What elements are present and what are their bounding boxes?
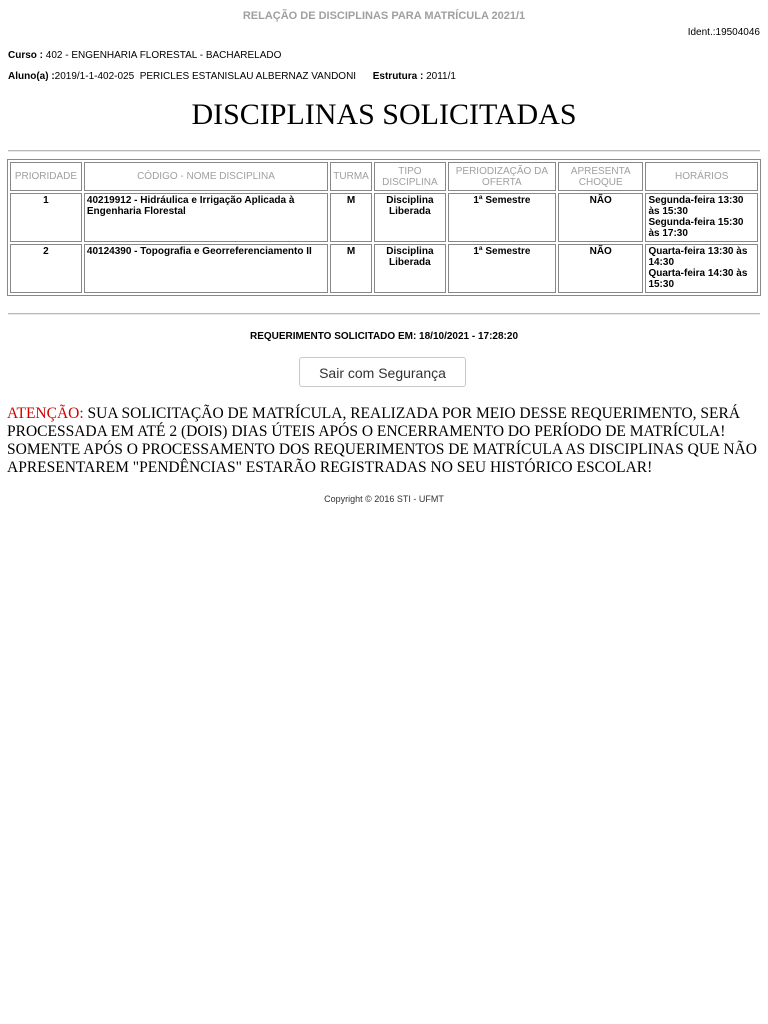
attention-label: ATENÇÃO:: [7, 405, 84, 422]
aluno-line: [8, 71, 456, 82]
cell-tipo: Disciplina Liberada: [374, 244, 446, 293]
disciplines-table: [7, 159, 761, 296]
cell-horarios: [645, 244, 758, 293]
estrutura-label: Estrutura :: [372, 71, 424, 82]
page-title: DISCIPLINAS SOLICITADAS: [191, 98, 577, 131]
cell-codigo: 40124390 - Topografia e Georreferenciamento II: [84, 244, 328, 293]
header-horarios: HORÁRIOS: [645, 162, 758, 191]
cell-periodizacao: 1ª Semestre: [448, 193, 556, 242]
copyright: Copyright © 2016 STI - UFMT: [324, 494, 444, 504]
cell-choque: NÃO: [558, 244, 643, 293]
curso-value: 402 - ENGENHARIA FLORESTAL - BACHARELADO: [45, 50, 282, 61]
curso-label: Curso :: [8, 50, 43, 61]
cell-choque: NÃO: [558, 193, 643, 242]
cell-horarios: [645, 193, 758, 242]
header-turma: TURMA: [330, 162, 372, 191]
report-title: RELAÇÃO DE DISCIPLINAS PARA MATRÍCULA 2021/1: [242, 10, 526, 22]
cell-prioridade: 2: [10, 244, 82, 293]
horario-entry: Quarta-feira 14:30 às 15:30: [648, 268, 748, 290]
cell-turma: M: [330, 244, 372, 293]
cell-tipo: Disciplina Liberada: [374, 193, 446, 242]
curso-line: [8, 50, 281, 61]
aluno-label: Aluno(a) :: [8, 71, 55, 82]
logout-button[interactable]: Sair com Segurança: [299, 357, 466, 387]
table-row: [10, 193, 758, 242]
horario-entry: Quarta-feira 13:30 às 14:30: [648, 246, 748, 268]
cell-periodizacao: 1ª Semestre: [448, 244, 556, 293]
header-prioridade: PRIORIDADE: [10, 162, 82, 191]
header-periodizacao: PERIODIZAÇÃO DA OFERTA: [448, 162, 556, 191]
divider-bottom: [8, 313, 760, 315]
estrutura-value: 2011/1: [426, 71, 456, 82]
cell-turma: M: [330, 193, 372, 242]
ident-number: Ident.:19504046: [687, 27, 760, 38]
divider-top: [8, 150, 760, 152]
cell-prioridade: 1: [10, 193, 82, 242]
attention-text: SUA SOLICITAÇÃO DE MATRÍCULA, REALIZADA POR MEIO DESSE REQUERIMENTO, SERÁ PROCESSADA EM ATÉ 2 (DOIS) DIAS ÚTEIS APÓS O ENCERRAMENTO DO PERÍODO DE MATRÍCULA! SOMENTE APÓS O PROCESSAMENTO DOS REQUERIMENTOS DE MATRÍCULA AS DISCIPLINAS QUE NÃO APRESENTAREM "PENDÊNCIAS" ESTARÃO REGISTRADAS NO SEU HISTÓRICO ESCOLAR!: [7, 405, 757, 476]
table-header-row: [10, 162, 758, 191]
header-tipo: TIPO DISCIPLINA: [374, 162, 446, 191]
table-row: [10, 244, 758, 293]
requirement-timestamp: REQUERIMENTO SOLICITADO EM: 18/10/2021 - 17:28:20: [249, 331, 519, 342]
horario-entry: Segunda-feira 15:30 às 17:30: [648, 217, 744, 239]
aluno-value: 2019/1-1-402-025 PERICLES ESTANISLAU ALBERNAZ VANDONI: [54, 71, 357, 82]
attention-notice: [7, 405, 759, 477]
header-choque: APRESENTA CHOQUE: [558, 162, 643, 191]
horario-entry: Segunda-feira 13:30 às 15:30: [648, 195, 744, 217]
header-codigo: CÓDIGO - NOME DISCIPLINA: [84, 162, 328, 191]
cell-codigo: 40219912 - Hidráulica e Irrigação Aplicada à Engenharia Florestal: [84, 193, 328, 242]
